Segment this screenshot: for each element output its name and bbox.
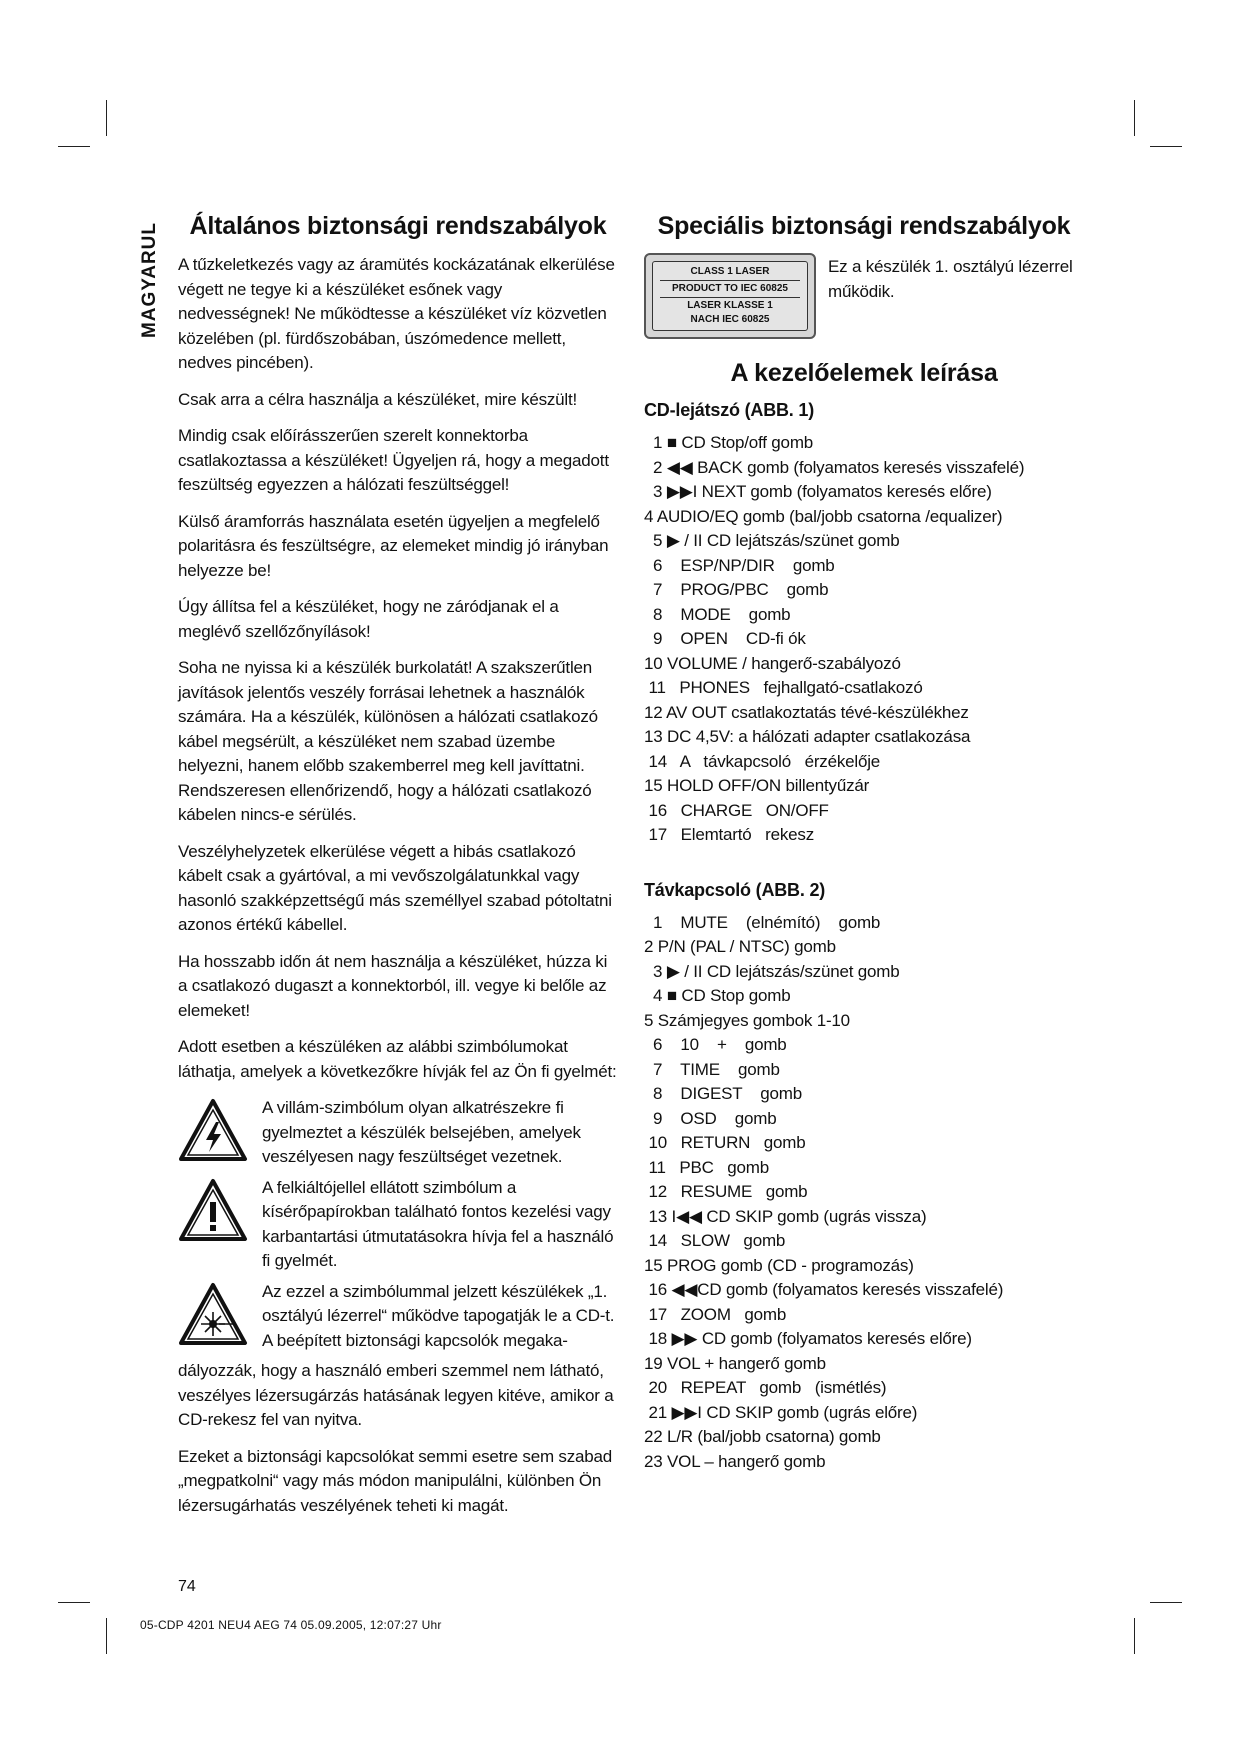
crop-mark [106,1618,107,1654]
control-list-item: 16 CHARGE ON/OFF [644,800,829,820]
control-list-item: 13 DC 4,5V: a hálózati adapter csatlakozása [644,727,971,746]
control-list-item: 11 PBC gomb [644,1157,769,1177]
laser-symbol-text-continued: dályozzák, hogy a használó emberi szemmel nem látható, veszélyes lézersugárzás hatásának legyen kitéve, amikor a CD-rekesz fel van nyitva. [178,1361,614,1429]
control-list-item: 10 VOLUME / hangerő-szabályozó [644,653,901,673]
control-list-item: 7 TIME gomb [644,1059,780,1079]
control-list-item: 6 ESP/NP/DIR gomb [644,555,835,575]
control-list-item: 21 ▶▶I CD SKIP gomb (ugrás előre) [644,1402,918,1422]
crop-mark [1134,1618,1135,1654]
cd-player-controls-list [644,431,1084,848]
control-list-item: 14 SLOW gomb [644,1231,786,1250]
paragraph: Külső áramforrás használata esetén ügyeljen a megfelelő polaritásra és feszültségre, az elemeket mindig jó irányban helyezze be! [178,511,609,580]
remote-heading: Távkapcsoló (ABB. 2) [644,879,826,900]
control-list-item: 2 ◀◀ BACK gomb (folyamatos keresés visszafelé) [644,457,1025,477]
control-list-item: 3 ▶▶I NEXT gomb (folyamatos keresés előre) [644,482,992,501]
control-list-item: 22 L/R (bal/jobb csatorna) gomb [644,1427,881,1446]
crop-mark [58,1602,90,1603]
special-safety-column [644,212,1084,1474]
control-list-item: 17 Elemtartó rekesz [644,825,814,844]
paragraph: Csak arra a célra használja a készüléket, mire készült! [178,389,578,409]
control-list-item: 7 PROG/PBC gomb [644,580,829,599]
paragraph: Mindig csak előírásszerűen szerelt konnektorba csatlakoztassa a készüléket! Ügyeljen rá, hogy a megadott feszültség egyezzen a hálózati feszültséggel! [178,426,609,494]
crop-mark [1150,146,1182,147]
language-label-text: MAGYARUL [139,221,160,339]
laser-class-row [644,253,1084,339]
control-list-item: 5 ▶ / II CD lejátszás/szünet gomb [644,531,900,550]
control-list-item: 8 MODE gomb [644,604,791,624]
laser-warning-icon [178,1282,248,1346]
lightning-symbol-note [178,1096,618,1170]
general-safety-column [178,212,618,1530]
lightning-symbol-text: A villám-szimbólum olyan alkatrészekre fi gyelmeztet a készülék belsejében, amelyek veszélyesen nagy feszültséget vezetnek. [262,1098,581,1166]
laser-label-divider [660,297,800,298]
paragraph: Veszélyhelyzetek elkerülése végett a hibás csatlakozó kábelt csak a gyártóval, a mi vevőszolgálatunkkal vagy hasonló szakképzettségű más személlyel szabad pótoltatni azonos értékű kábellel. [178,841,612,934]
laser-label-line: PRODUCT TO IEC 60825 [672,283,788,294]
paragraph: A tűzkeletkezés vagy az áramütés kockázatának elkerülése végett ne tegye ki a készüléket esőnek vagy nedvességnek! Ne működtesse a készüléket víz közvetlen közelében (pl. fürdőszobában, úszómedence mellett, nedves pincében). [178,255,615,372]
crop-mark [58,146,90,147]
control-list-item: 13 I◀◀ CD SKIP gomb (ugrás vissza) [644,1206,927,1226]
paragraph: Adott esetben a készüléken az alábbi szimbólumokat láthatja, amelyek a következőkre hívják fel az Ön fi gyelmét: [178,1037,617,1081]
laser-label-line: NACH IEC 60825 [690,314,770,325]
control-list-item: 11 PHONES fejhallgató-csatlakozó [644,678,923,697]
paragraph: Úgy állítsa fel a készüléket, hogy ne záródjanak el a meglévő szellőzőnyílások! [178,597,559,641]
laser-symbol-text: Az ezzel a szimbólummal jelzett készülékek „1. osztályú lézerrel“ működve tapogatják le a CD-t. A beépített biztonsági kapcsolók megaka- [262,1281,615,1350]
print-footer: 05-CDP 4201 NEU4 AEG 74 05.09.2005, 12:07:27 Uhr [140,1618,442,1632]
control-list-item: 10 RETURN gomb [644,1133,806,1152]
crop-mark [106,100,107,136]
laser-class-label-inner [652,261,808,331]
general-safety-title: Általános biztonsági rendszabályok [189,212,607,240]
control-list-item: 20 REPEAT gomb (ismétlés) [644,1378,887,1397]
paragraph: Ezeket a biztonsági kapcsolókat semmi esetre sem szabad „megpatkolni“ vagy más módon manipulálni, különben Ön lézersugárhatás veszélyének teheti ki magát. [178,1446,613,1515]
control-list-item: 9 OSD gomb [644,1108,777,1128]
laser-label-line: CLASS 1 LASER [690,266,770,277]
laser-class-text: Ez a készülék 1. osztályú lézerrel működik. [828,257,1073,301]
control-list-item: 15 PROG gomb (CD - programozás) [644,1255,914,1275]
control-list-item: 16 ◀◀CD gomb (folyamatos keresés visszafelé) [644,1280,1004,1299]
control-list-item: 2 P/N (PAL / NTSC) gomb [644,937,836,956]
control-list-item: 9 OPEN CD-fi ók [644,629,806,648]
laser-class-label [644,253,816,339]
control-list-item: 12 AV OUT csatlakoztatás tévé-készülékhez [644,702,969,722]
remote-controls-list [644,911,1084,1475]
control-list-item: 6 10 + gomb [644,1035,787,1054]
control-list-item: 3 ▶ / II CD lejátszás/szünet gomb [644,961,900,981]
control-list-item: 4 ■ CD Stop gomb [644,986,791,1005]
control-list-item: 4 AUDIO/EQ gomb (bal/jobb csatorna /equalizer) [644,506,1003,526]
control-list-item: 14 A távkapcsoló érzékelője [644,751,881,771]
control-list-item: 18 ▶▶ CD gomb (folyamatos keresés előre) [644,1329,972,1348]
control-list-item: 12 RESUME gomb [644,1182,808,1201]
exclamation-symbol-note [178,1176,618,1274]
lightning-warning-icon [178,1098,248,1162]
control-list-item: 15 HOLD OFF/ON billentyűzár [644,776,870,795]
laser-label-divider [660,280,800,281]
laser-symbol-note [178,1280,618,1354]
spacer [644,848,1084,872]
control-list-item: 8 DIGEST gomb [644,1084,802,1103]
crop-mark [1150,1602,1182,1603]
laser-label-line: LASER KLASSE 1 [687,300,773,311]
cd-player-heading: CD-lejátszó (ABB. 1) [644,400,815,420]
control-list-item: 17 ZOOM gomb [644,1304,787,1324]
control-list-item: 1 ■ CD Stop/off gomb [644,433,814,452]
paragraph: Soha ne nyissa ki a készülék burkolatát! A szakszerűtlen javítások jelentős veszély forrásai lehetnek a használók számára. Ha a készülék, különösen a hálózati csatlakozó kábel megsérült, a készüléket nem szabad üzembe helyezni, hanem előbb szakemberrel meg kell javíttatni. Rendszeresen ellenőrizendő, hogy a hálózati csatlakozó kábelen nincs-e sérülés. [178,658,598,824]
control-list-item: 23 VOL – hangerő gomb [644,1451,826,1471]
exclamation-symbol-text: A felkiáltójellel ellátott szimbólum a kísérőpapírokban található fontos kezelési vagy karbantartási útmutatásokra hívja fel a használó fi gyelmét. [262,1177,614,1270]
control-list-item: 19 VOL + hangerő gomb [644,1353,826,1373]
controls-title: A kezelőelemek leírása [730,359,998,387]
language-side-label [136,212,164,348]
paragraph: Ha hosszabb időn át nem használja a készüléket, húzza ki a csatlakozó dugaszt a konnektorból, ill. vegye ki belőle az elemeket! [178,951,608,1020]
control-list-item: 1 MUTE (elnémító) gomb [644,912,881,932]
exclamation-warning-icon [178,1178,248,1242]
control-list-item: 5 Számjegyes gombok 1-10 [644,1010,850,1030]
page-number: 74 [178,1578,196,1595]
special-safety-title: Speciális biztonsági rendszabályok [657,212,1071,240]
crop-mark [1134,100,1135,136]
